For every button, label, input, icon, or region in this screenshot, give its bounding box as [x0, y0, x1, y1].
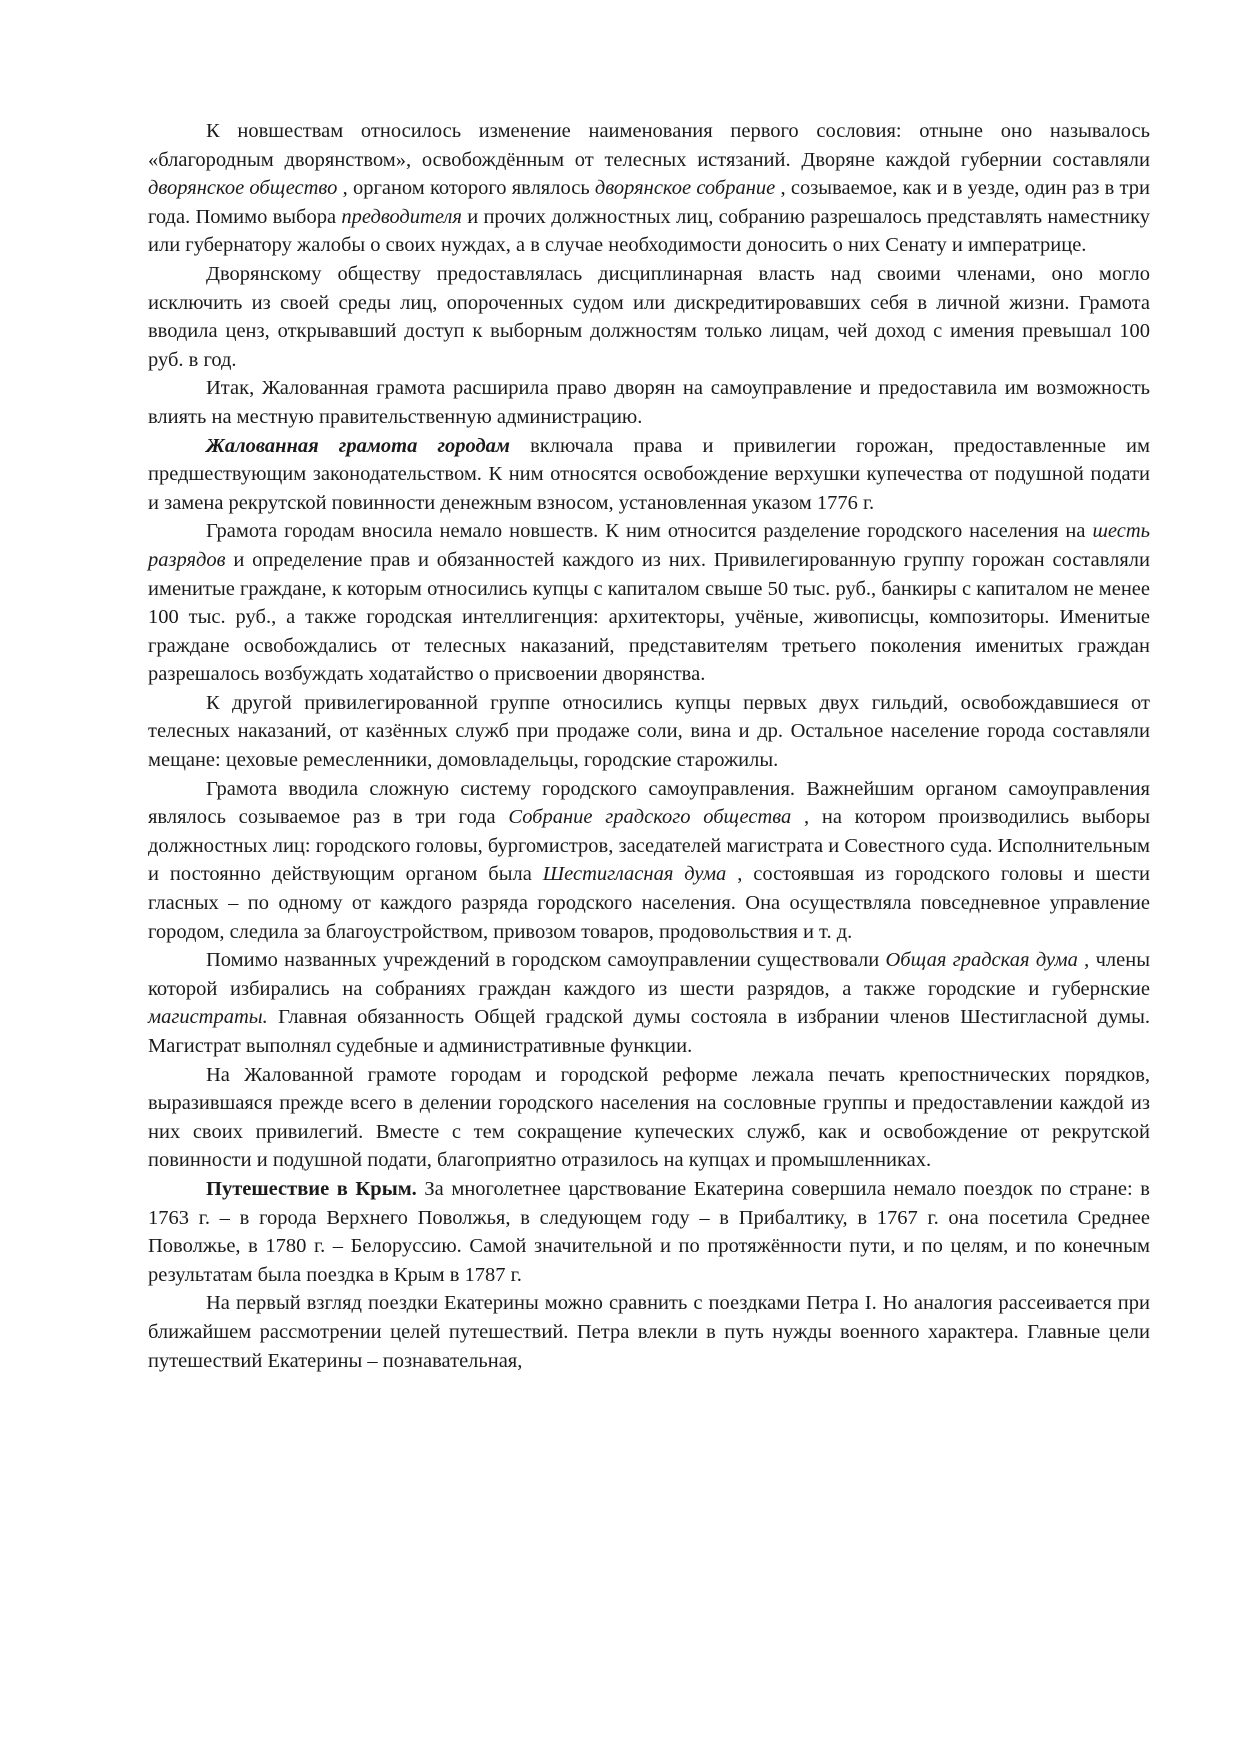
emphasized-text: магистраты. [148, 1006, 268, 1029]
text-run: и определение прав и обязанностей каждого из них. Привилегированную группу горожан составляли именитые граждане, к которым относились купцы с капиталом свыше 50 тыс. руб., банкиры с капиталом не менее 100 тыс. руб., а также городская интеллигенция: архитекторы, учёные, живописцы, композиторы. Именитые граждане освобождались от телесных наказаний, представителям третьего поколения именитых граждан разрешалось возбуждать ходатайство о присвоении дворянства. [148, 548, 1150, 686]
text-run: Главная обязанность Общей градской думы состояла в избрании членов Шестигласной думы. Магистрат выполнял судебные и административные функции. [148, 1006, 1150, 1057]
emphasized-text: Путешествие в Крым. [206, 1177, 417, 1200]
emphasized-text: предводителя [341, 205, 462, 228]
emphasized-text: дворянское собрание [594, 177, 776, 200]
paragraph-merchant-guilds [148, 689, 1150, 775]
emphasized-text: Жалованная грамота городам [206, 434, 510, 457]
text-run: За многолетнее царствование Екатерина совершила немало поездок по стране: в 1763 г. – в города Верхнего Поволжья, в следующем году – в Прибалтику, в 1767 г. она посетила Среднее Поволжье, в 1780 г. – Белоруссию. Самой значительной и по протяжённости пути, и по целям, и по конечным результатам была поездка в Крым в 1787 г. [148, 1177, 1150, 1286]
emphasized-text: Собрание градского общества [508, 806, 792, 829]
text-run: , на котором производились выборы должностных лиц: городского головы, бургомистров, заседателей магистрата и Совестного суда. Исполнительным и постоянно действующим органом была [148, 806, 1151, 886]
paragraph-city-self-government [148, 775, 1150, 947]
paragraph-journey-to-crimea [148, 1175, 1150, 1289]
paragraph-disciplinary-power [148, 260, 1150, 374]
text-run: и прочих должностных лиц, собранию разрешалось представлять наместнику или губернатору жалобы о своих нуждах, а в случае необходимости доносить о них Сенату и императрице. [148, 205, 1150, 257]
text-run: , созываемое, как и в уезде, один раз в три года. Помимо выбора [148, 177, 1150, 228]
paragraph-charter-to-towns [148, 432, 1150, 518]
document-page [148, 117, 1150, 1375]
emphasized-text: Шестигласная дума [542, 863, 727, 886]
text-run: Итак, Жалованная грамота расширила право дворян на самоуправление и предоставила им возможность влиять на местную правительственную администрацию. [148, 377, 1150, 428]
text-run: На первый взгляд поездки Екатерины можно сравнить с поездками Петра I. Но аналогия рассеивается при ближайшем рассмотрении целей путешествий. Петра влекли в путь нужды военного характера. Главные цели путешествий Екатерины – познавательная, [148, 1292, 1150, 1372]
text-run: Дворянскому обществу предоставлялась дисциплинарная власть над своими членами, оно могло исключить из своей среды лиц, опороченных судом или дискредитировавших себя в личной жизни. Грамота вводила ценз, открывавший доступ к выборным должностям только лицам, чей доход с имения превышал 100 руб. в год. [148, 262, 1150, 371]
text-run: К другой привилегированной группе относились купцы первых двух гильдий, освобождавшиеся от телесных наказаний, от казённых служб при продаже соли, вина и др. Остальное население города составляли мещане: цеховые ремесленники, домовладельцы, городские старожилы. [148, 691, 1150, 772]
text-run: На Жалованной грамоте городам и городской реформе лежала печать крепостнических порядков, выразившаяся прежде всего в делении городского населения на сословные группы и предоставлении каждой из них своих привилегий. Вместе с тем сокращение купеческих служб, как и освобождение от рекрутской повинности и подушной подати, благоприятно отразилось на купцах и промышленниках. [148, 1063, 1150, 1172]
text-run: К новшествам относилось изменение наименования первого сословия: отныне оно называлось «благородным дворянством», освобождённым от телесных истязаний. Дворяне каждой губернии составляли [148, 120, 1150, 171]
paragraph-general-city-duma [148, 946, 1150, 1060]
paragraph-six-categories [148, 517, 1150, 689]
paragraph-reform-assessment [148, 1061, 1150, 1175]
text-run: Грамота городам вносила немало новшеств. К ним относится разделение городского населения на [206, 520, 1093, 543]
paragraph-comparison-with-peter [148, 1289, 1150, 1375]
emphasized-text: шесть разрядов [148, 520, 1150, 571]
paragraph-nobility-assembly [148, 117, 1150, 260]
text-run: , члены которой избирались на собраниях граждан каждого из шести разрядов, а также городские и губернские [148, 949, 1150, 1000]
emphasized-text: дворянское общество [148, 177, 338, 200]
text-run: , состоявшая из городского головы и шести гласных – по одному от каждого разряда городского населения. Она осуществляла повседневное управление городом, следила за благоустройством, привозом товаров, продовольствия и т. д. [148, 863, 1150, 943]
text-run: включала права и привилегии горожан, предоставленные им предшествующим законодательством. К ним относятся освобождение верхушки купечества от подушной подати и замена рекрутской повинности денежным взносом, установленная указом 1776 г. [148, 434, 1150, 514]
text-run: Грамота вводила сложную систему городского самоуправления. Важнейшим органом самоуправления являлось созываемое раз в три года [148, 777, 1150, 829]
text-run: , органом которого являлось [337, 177, 595, 200]
emphasized-text: Общая градская дума [885, 949, 1078, 972]
paragraph-self-government-summary [148, 374, 1150, 431]
text-run: Помимо названных учреждений в городском самоуправлении существовали [206, 949, 886, 972]
